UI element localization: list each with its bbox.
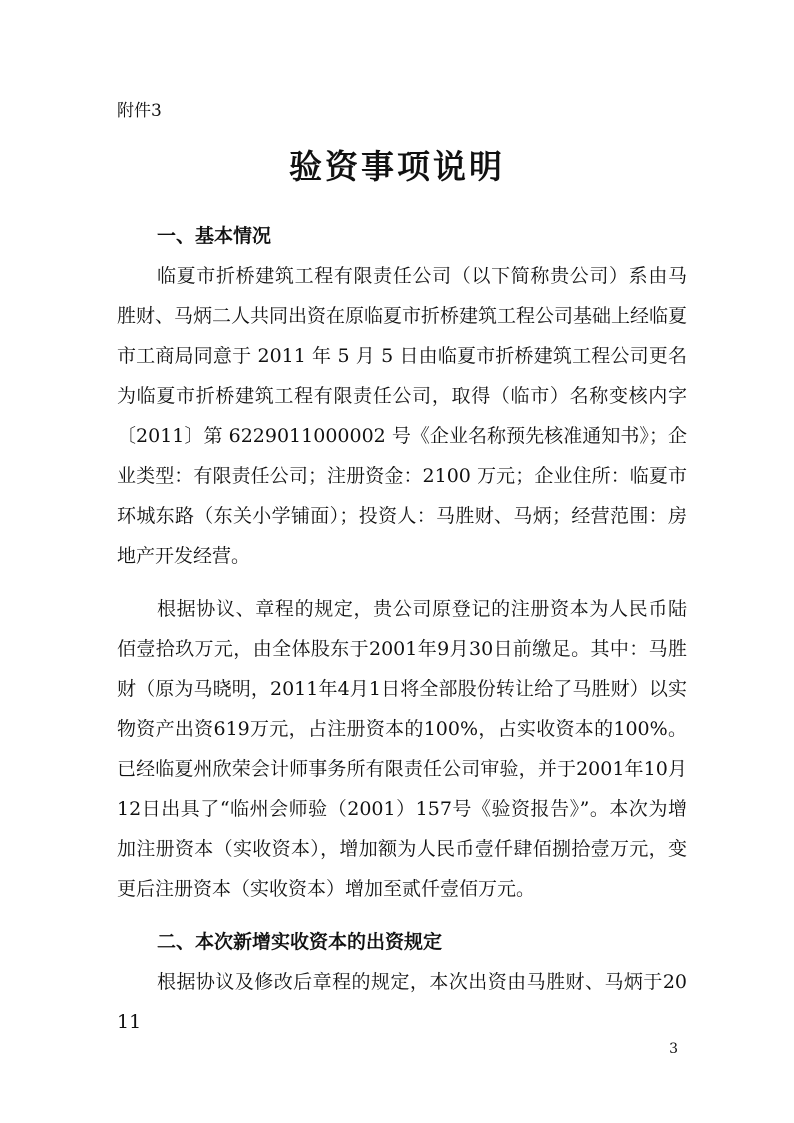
document-title: 验资事项说明 (289, 147, 505, 186)
attachment-label: 附件3 (117, 101, 162, 121)
paragraph-contribution-rules: 根据协议及修改后章程的规定，本次出资由马胜财、马炳于2011 (117, 971, 687, 1033)
section-heading-capital-contribution: 二、本次新增实收资本的出资规定 (157, 931, 443, 953)
paragraph-company-info: 临夏市折桥建筑工程有限责任公司（以下简称贵公司）系由马胜财、马炳二人共同出资在原临夏市折桥建筑工程公司基础上经临夏市工商局同意于 2011 年 5 月 5 日由临夏市折桥建筑工程公司更名为临夏市折桥建筑工程有限责任公司，取得（临市）名称变核内字〔2011〕第 6229011000002 号《企业名称预先核准通知书》；企业类型：有限责任公司；注册资金：2100 万元；企业住所：临夏市环城东路（东关小学铺面）；投资人：马胜财、马炳；经营范围：房地产开发经营。 (117, 265, 688, 567)
page-number: 3 (669, 1041, 678, 1057)
paragraph-registered-capital: 根据协议、章程的规定，贵公司原登记的注册资本为人民币陆佰壹拾玖万元，由全体股东于2001年9月30日前缴足。其中：马胜财（原为马晓明，2011年4月1日将全部股份转让给了马胜财）以实物资产出资619万元，占注册资本的100%，占实收资本的100%。已经临夏州欣荣会计师事务所有限责任公司审验，并于2001年10月12日出具了“临州会师验（2001）157号《验资报告》”。本次为增加注册资本（实收资本），增加额为人民币壹仟肆佰捌拾壹万元，变更后注册资本（实收资本）增加至贰仟壹佰万元。 (117, 598, 687, 900)
section-heading-basic-info: 一、基本情况 (157, 225, 272, 247)
